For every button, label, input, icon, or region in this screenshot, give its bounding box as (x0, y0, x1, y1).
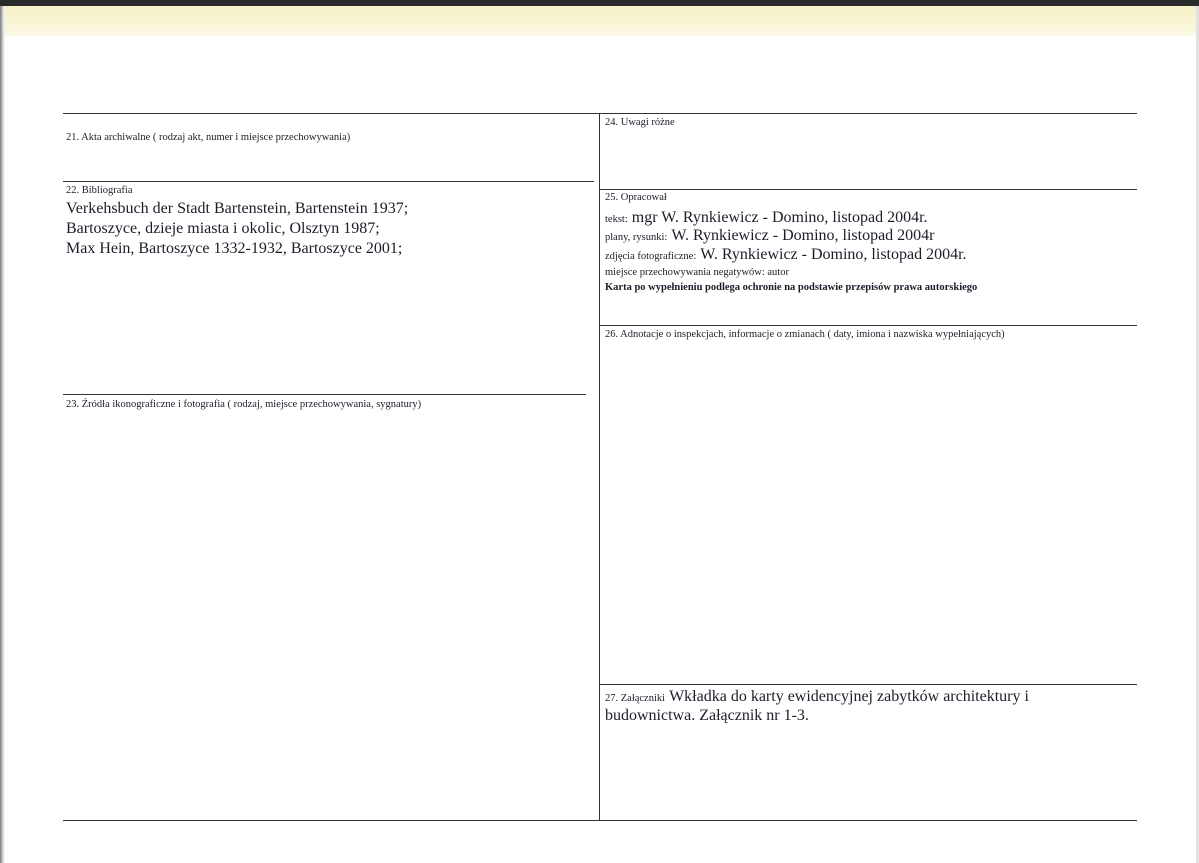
section-25-row-photos (605, 245, 967, 267)
section-22-label: 22. Bibliografia (66, 185, 133, 196)
section-25-copyright-notice: Karta po wypełnieniu podlega ochronie na podstawie przepisów prawa autorskiego (605, 282, 978, 293)
bibliography-line: Bartoszyce, dzieje miasta i okolic, Olsztyn 1987; (66, 220, 380, 237)
attachments-value: Wkładka do karty ewidencyjnej zabytków architektury i (669, 688, 1029, 705)
row-value: mgr W. Rynkiewicz - Domino, listopad 2004r. (631, 209, 928, 226)
row-label: tekst: (605, 214, 628, 225)
bibliography-line: Verkehsbuch der Stadt Bartenstein, Bartenstein 1937; (66, 200, 409, 217)
row-value: W. Rynkiewicz - Domino, listopad 2004r (671, 227, 935, 244)
section-27-line2: budownictwa. Załącznik nr 1-3. (605, 707, 809, 724)
bottom-rule (63, 820, 1137, 821)
section-22-bibliography (66, 199, 408, 259)
page-left-edge (0, 6, 5, 863)
section-26-label: 26. Adnotacje o inspekcjach, informacje o zmianach ( daty, imiona i nazwiska wypełniających) (605, 329, 1005, 340)
section-21-label: 21. Akta archiwalne ( rodzaj akt, numer i miejsce przechowywania) (66, 132, 351, 143)
section-27-label: 27. Załączniki (605, 693, 666, 704)
section-23-label: 23. Źródła ikonograficzne i fotografia ( rodzaj, miejsce przechowywania, sygnatury) (66, 399, 422, 410)
bibliography-line: Max Hein, Bartoszyce 1332-1932, Bartoszyce 2001; (66, 240, 403, 257)
paper-yellow-band (0, 6, 1199, 36)
row-label: zdjęcia fotograficzne: (605, 251, 697, 262)
rule-above-22 (63, 181, 594, 182)
rule-above-25 (600, 189, 1137, 190)
row-value: W. Rynkiewicz - Domino, listopad 2004r. (700, 246, 967, 263)
section-25-negatives: miejsce przechowywania negatywów: autor (605, 267, 789, 278)
rule-above-26 (600, 325, 1137, 326)
rule-above-27 (600, 684, 1137, 685)
top-rule (63, 113, 1137, 114)
rule-above-23 (63, 394, 586, 395)
section-25-label: 25. Opracował (605, 192, 667, 203)
row-label: plany, rysunki: (605, 232, 668, 243)
section-24-label: 24. Uwagi różne (605, 117, 675, 128)
column-divider (599, 113, 600, 820)
